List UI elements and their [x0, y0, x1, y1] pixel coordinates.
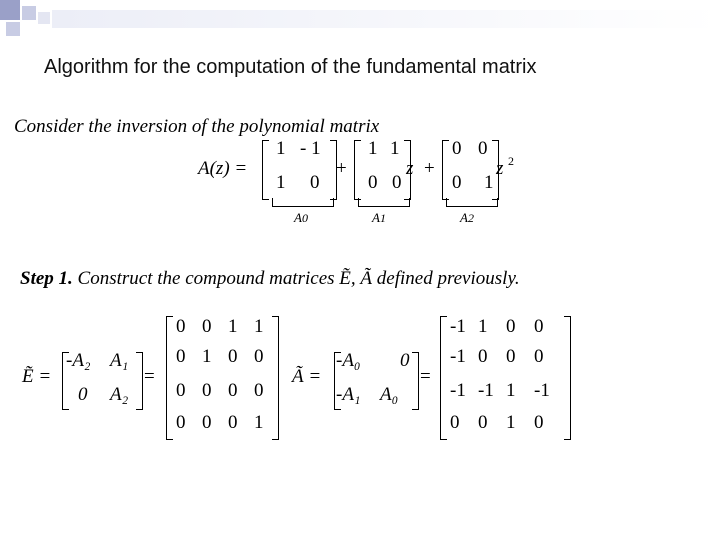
- matrix-cell: 1: [368, 138, 378, 159]
- matrix-cell: 0: [392, 172, 402, 193]
- step1-tail: defined previously.: [376, 268, 520, 289]
- plus-sign: +: [336, 158, 347, 179]
- matrix-cell: 1: [506, 380, 516, 401]
- underbrace-2: [446, 198, 498, 207]
- matrix-cell: 0: [452, 138, 462, 159]
- equals-sign: =: [144, 366, 155, 387]
- matrix-cell: -1: [534, 380, 550, 401]
- deco-square-4: [38, 12, 50, 24]
- matrix-cell: 0: [176, 380, 186, 401]
- block-cell: 0: [400, 350, 410, 371]
- deco-bar: [52, 10, 720, 28]
- bracket-right: [412, 352, 419, 410]
- deco-square-3: [6, 22, 20, 36]
- matrix-cell: 0: [202, 412, 212, 433]
- matrix-cell: 0: [506, 346, 516, 367]
- polynomial-lhs: A(z) =: [198, 158, 248, 179]
- matrix-cell: -1: [450, 316, 466, 337]
- matrix-cell: -1: [450, 346, 466, 367]
- matrix-cell: 0: [228, 346, 238, 367]
- block-cell: -A₁: [336, 384, 361, 405]
- bracket-right: [272, 316, 279, 440]
- label-a0-letter: A: [294, 210, 302, 225]
- block-cell: A₂: [110, 384, 129, 405]
- bracket-left: [440, 316, 447, 440]
- label-a2-sub: 2: [467, 211, 474, 225]
- matrix-cell: 0: [310, 172, 320, 193]
- matrix-cell: 0: [478, 412, 488, 433]
- matrix-cell: - 1: [300, 138, 321, 159]
- matrix-cell: 1: [276, 138, 286, 159]
- consider-text: Consider the inversion of the polynomial matrix: [14, 116, 380, 137]
- block-cell: -A₂: [66, 350, 91, 371]
- matrix-cell: 0: [202, 316, 212, 337]
- matrix-cell: 0: [534, 412, 544, 433]
- bracket-left: [262, 140, 269, 200]
- label-a1-letter: A: [372, 210, 380, 225]
- label-a1-sub: 1: [379, 211, 386, 225]
- matrix-cell: 0: [176, 346, 186, 367]
- label-a1: [372, 210, 386, 226]
- underbrace-1: [358, 198, 410, 207]
- z-symbol: z: [496, 158, 504, 179]
- matrix-cell: 0: [254, 380, 264, 401]
- exponent: 2: [508, 154, 514, 168]
- step1-line: [20, 268, 520, 290]
- a-tilde-lhs: Ã =: [292, 366, 322, 387]
- matrix-cell: 0: [228, 380, 238, 401]
- matrix-cell: 1: [276, 172, 286, 193]
- matrix-cell: -1: [478, 380, 494, 401]
- e-tilde-lhs: Ẽ =: [22, 366, 52, 387]
- matrix-cell: -1: [450, 380, 466, 401]
- bracket-left: [354, 140, 361, 200]
- bracket-left: [442, 140, 449, 200]
- bracket-right: [564, 316, 571, 440]
- block-cell: A₀: [380, 384, 399, 405]
- block-cell: -A₀: [336, 350, 361, 371]
- plus-sign: +: [424, 158, 435, 179]
- bracket-left: [166, 316, 173, 440]
- deco-square-1: [0, 0, 20, 20]
- matrix-cell: 0: [176, 412, 186, 433]
- matrix-cell: 0: [452, 172, 462, 193]
- matrix-cell: 0: [534, 316, 544, 337]
- z-symbol: z: [406, 158, 414, 179]
- slide-title: Algorithm for the computation of the fundamental matrix: [44, 56, 537, 78]
- matrix-cell: 0: [202, 380, 212, 401]
- matrix-cell: 0: [506, 316, 516, 337]
- matrix-cell: 0: [254, 346, 264, 367]
- block-cell: A₁: [110, 350, 129, 371]
- matrix-cell: 0: [534, 346, 544, 367]
- deco-square-2: [22, 6, 36, 20]
- matrix-cell: 0: [450, 412, 460, 433]
- label-a0-sub: 0: [301, 211, 308, 225]
- step1-symbols: Ẽ, Ã: [339, 268, 373, 289]
- matrix-cell: 0: [368, 172, 378, 193]
- underbrace-0: [272, 198, 334, 207]
- matrix-cell: 1: [202, 346, 212, 367]
- label-a2-letter: A: [460, 210, 468, 225]
- matrix-cell: 1: [484, 172, 494, 193]
- label-a2: [460, 210, 474, 226]
- matrix-cell: 1: [254, 412, 264, 433]
- matrix-cell: 0: [478, 346, 488, 367]
- bracket-right: [136, 352, 143, 410]
- block-cell: 0: [78, 384, 88, 405]
- matrix-cell: 1: [228, 316, 238, 337]
- equals-sign: =: [420, 366, 431, 387]
- matrix-cell: 0: [228, 412, 238, 433]
- matrix-cell: 1: [254, 316, 264, 337]
- label-a0: [294, 210, 308, 226]
- matrix-cell: 1: [506, 412, 516, 433]
- step1-text: Construct the compound matrices: [77, 268, 335, 289]
- step1-label: Step 1.: [20, 268, 73, 289]
- matrix-cell: 1: [478, 316, 488, 337]
- matrix-cell: 0: [176, 316, 186, 337]
- matrix-cell: 1: [390, 138, 400, 159]
- matrix-cell: 0: [478, 138, 488, 159]
